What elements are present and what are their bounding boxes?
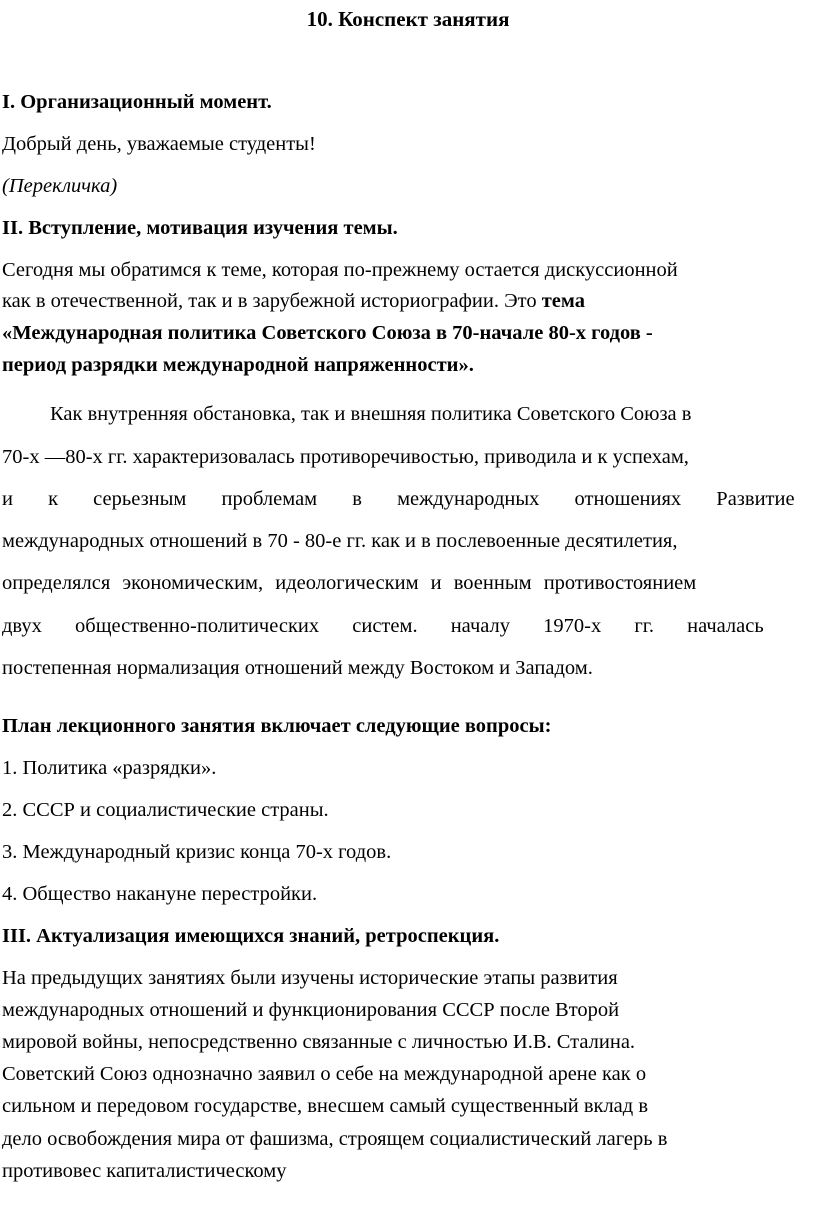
section3-line-7: противовес капиталистическому: [2, 1160, 287, 1182]
section3-line-1: На предыдущих занятиях были изучены исторические этапы развития: [2, 967, 618, 989]
paragraph-line-3: и к серьезным проблемам в международных отношениях Развитие: [2, 488, 795, 510]
section3-line-5: сильном и передовом государстве, внесшем самый существенный вклад в: [2, 1095, 649, 1117]
plan-item-3: 3. Международный кризис конца 70-х годов.: [2, 841, 392, 863]
paragraph-line-4: международных отношений в 70 - 80-е гг. как и в послевоенные десятилетия,: [2, 530, 678, 552]
section3-line-6: дело освобождения мира от фашизма, строящем социалистический лагерь в: [2, 1128, 668, 1150]
section1-heading: I. Организационный момент.: [2, 91, 272, 113]
section3-line-2: международных отношений и функционирования СССР после Второй: [2, 999, 620, 1021]
paragraph-line-7: постепенная нормализация отношений между Востоком и Западом.: [2, 657, 593, 679]
rollcall-note: (Перекличка): [2, 175, 118, 197]
section3-line-3: мировой войны, непосредственно связанные с личностью И.В. Сталина.: [2, 1031, 636, 1053]
plan-heading: План лекционного занятия включает следующие вопросы:: [2, 715, 552, 737]
topic-line-2: период разрядки международной напряженности».: [2, 354, 474, 376]
section3-heading: III. Актуализация имеющихся знаний, ретроспекция.: [2, 925, 500, 947]
paragraph-line-1: Как внутренняя обстановка, так и внешняя политика Советского Союза в: [50, 403, 692, 425]
intro-line-2: [2, 288, 585, 314]
section2-heading: II. Вступление, мотивация изучения темы.: [2, 217, 398, 239]
document-title: 10. Конспект занятия: [306, 7, 510, 31]
intro-line-1: Сегодня мы обратимся к теме, которая по-прежнему остается дискуссионной: [2, 259, 678, 281]
plan-item-4: 4. Общество накануне перестройки.: [2, 883, 318, 905]
paragraph-line-5: определялся экономическим, идеологическим и военным противостоянием: [2, 572, 697, 594]
plan-item-1: 1. Политика «разрядки».: [2, 757, 217, 779]
intro-line-2-plain: как в отечественной, так и в зарубежной историографии. Это: [2, 290, 542, 312]
section3-line-4: Советский Союз однозначно заявил о себе на международной арене как о: [2, 1063, 647, 1085]
paragraph-line-6: двух общественно-политических систем. началу 1970-х гг. началась: [2, 615, 764, 637]
greeting-text: Добрый день, уважаемые студенты!: [2, 133, 316, 155]
paragraph-line-2: 70-х —80-х гг. характеризовалась противоречивостью, приводила и к успехам,: [2, 446, 689, 468]
topic-line-1: «Международная политика Советского Союза в 70-начале 80-х годов -: [2, 322, 653, 344]
intro-line-2-bold: тема: [541, 290, 585, 312]
plan-item-2: 2. СССР и социалистические страны.: [2, 799, 329, 821]
